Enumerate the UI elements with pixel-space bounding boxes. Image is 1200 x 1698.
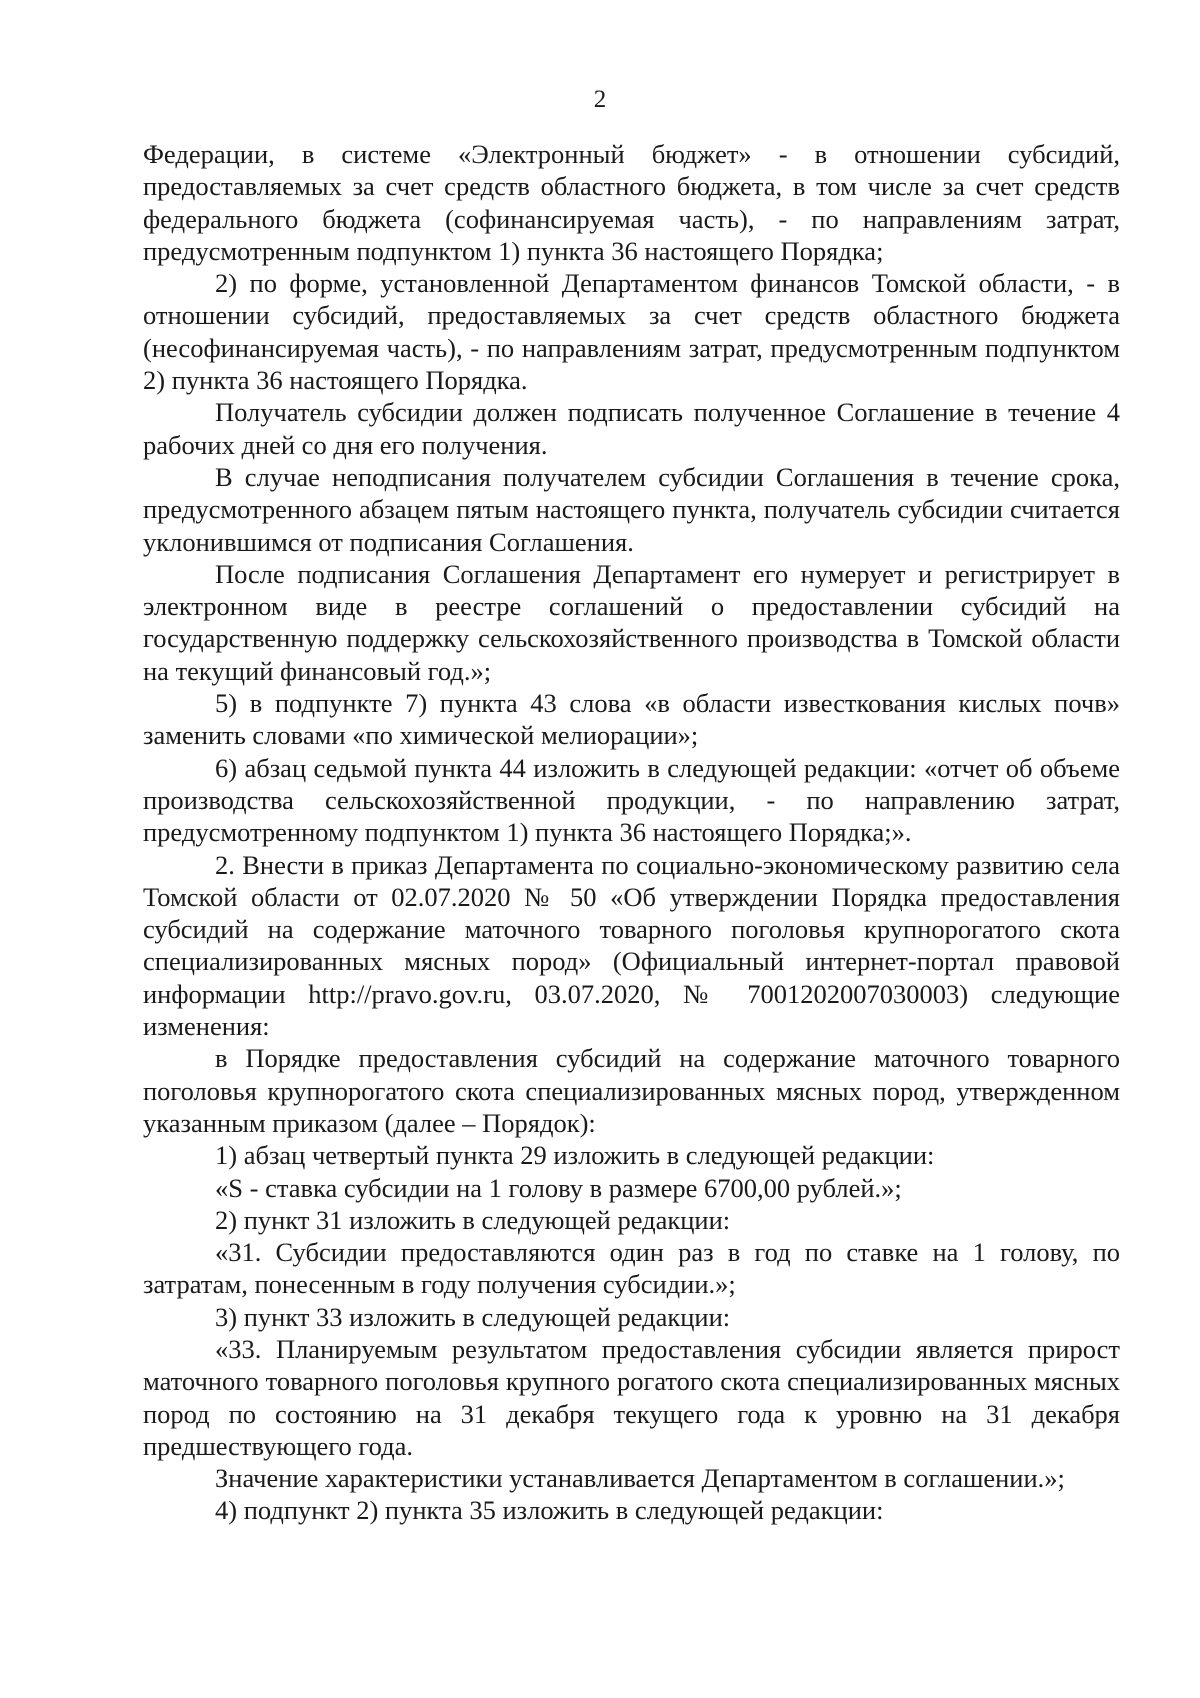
paragraph-rate-formula: «S - ставка субсидии на 1 голову в размере 6700,00 рублей.»; <box>215 1172 902 1203</box>
paragraph-item-6: 6) абзац седьмой пункта 44 изложить в следующей редакции: «отчет об объеме производства сельскохозяйственной продукции, - по направлению затрат, предусмотренному подпунктом 1) пункта 36 настоящего Порядка;». <box>143 752 1120 848</box>
paragraph-sub-1: 1) абзац четвертый пункта 29 изложить в следующей редакции: <box>215 1140 935 1171</box>
paragraph-registration: После подписания Соглашения Департамент его нумерует и регистрирует в электронном виде в реестре соглашений о предоставлении субсидий на государственную поддержку сельскохозяйственного производства в Томской области на текущий финансовый год.»; <box>143 558 1120 686</box>
paragraph-sub-4: 4) подпункт 2) пункта 35 изложить в следующей редакции: <box>215 1495 884 1526</box>
page-number: 2 <box>593 86 607 113</box>
paragraph-characteristic: Значение характеристики устанавливается Департаментом в соглашении.»; <box>215 1463 1065 1494</box>
paragraph-non-signing: В случае неподписания получателем субсидии Соглашения в течение срока, предусмотренного абзацем пятым настоящего пункта, получатель субсидии считается уклонившимся от подписания Соглашения. <box>143 461 1120 557</box>
paragraph-item-5: 5) в подпункте 7) пункта 43 слова «в области известкования кислых почв» заменить словами «по химической мелиорации»; <box>143 688 1120 751</box>
paragraph-section-2: 2. Внести в приказ Департамента по социально-экономическому развитию села Томской области от 02.07.2020 № 50 «Об утверждении Порядка предоставления субсидий на содержание маточного товарного поголовья крупнорогатого скота специализированных мясных пород» (Официальный интернет-портал правовой информации http://pravo.gov.ru, 03.07.2020, № 7001202007030003) следующие изменения: <box>143 849 1120 1042</box>
paragraph-sub-2: 2) пункт 31 изложить в следующей редакции: <box>215 1204 731 1235</box>
paragraph-point-33: «33. Планируемым результатом предоставления субсидии является прирост маточного товарного поголовья крупного рогатого скота специализированных мясных пород по состоянию на 31 декабря текущего года к уровню на 31 декабря предшествующего года. <box>143 1333 1120 1461</box>
paragraph-item-2: 2) по форме, установленной Департаментом финансов Томской области, - в отношении субсидий, предоставляемых за счет средств областного бюджета (несофинансируемая часть), - по направлениям затрат, предусмотренным подпунктом 2) пункта 36 настоящего Порядка. <box>143 268 1120 396</box>
paragraph-point-31: «31. Субсидии предоставляются один раз в год по ставке на 1 голову, по затратам, понесенным в году получения субсидии.»; <box>143 1237 1120 1300</box>
paragraph-signing-term: Получатель субсидии должен подписать полученное Соглашение в течение 4 рабочих дней со дня его получения. <box>143 397 1120 460</box>
paragraph-sub-3: 3) пункт 33 изложить в следующей редакции: <box>215 1301 731 1332</box>
document-body <box>143 138 1120 1527</box>
paragraph-procedure-intro: в Порядке предоставления субсидий на содержание маточного товарного поголовья крупнорогатого скота специализированных мясных пород, утвержденном указанным приказом (далее – Порядок): <box>143 1043 1120 1138</box>
paragraph-continuation: Федерации, в системе «Электронный бюджет» - в отношении субсидий, предоставляемых за счет средств областного бюджета, в том числе за счет средств федерального бюджета (софинансируемая часть), - по направлениям затрат, предусмотренным подпунктом 1) пункта 36 настоящего Порядка; <box>143 139 1120 266</box>
